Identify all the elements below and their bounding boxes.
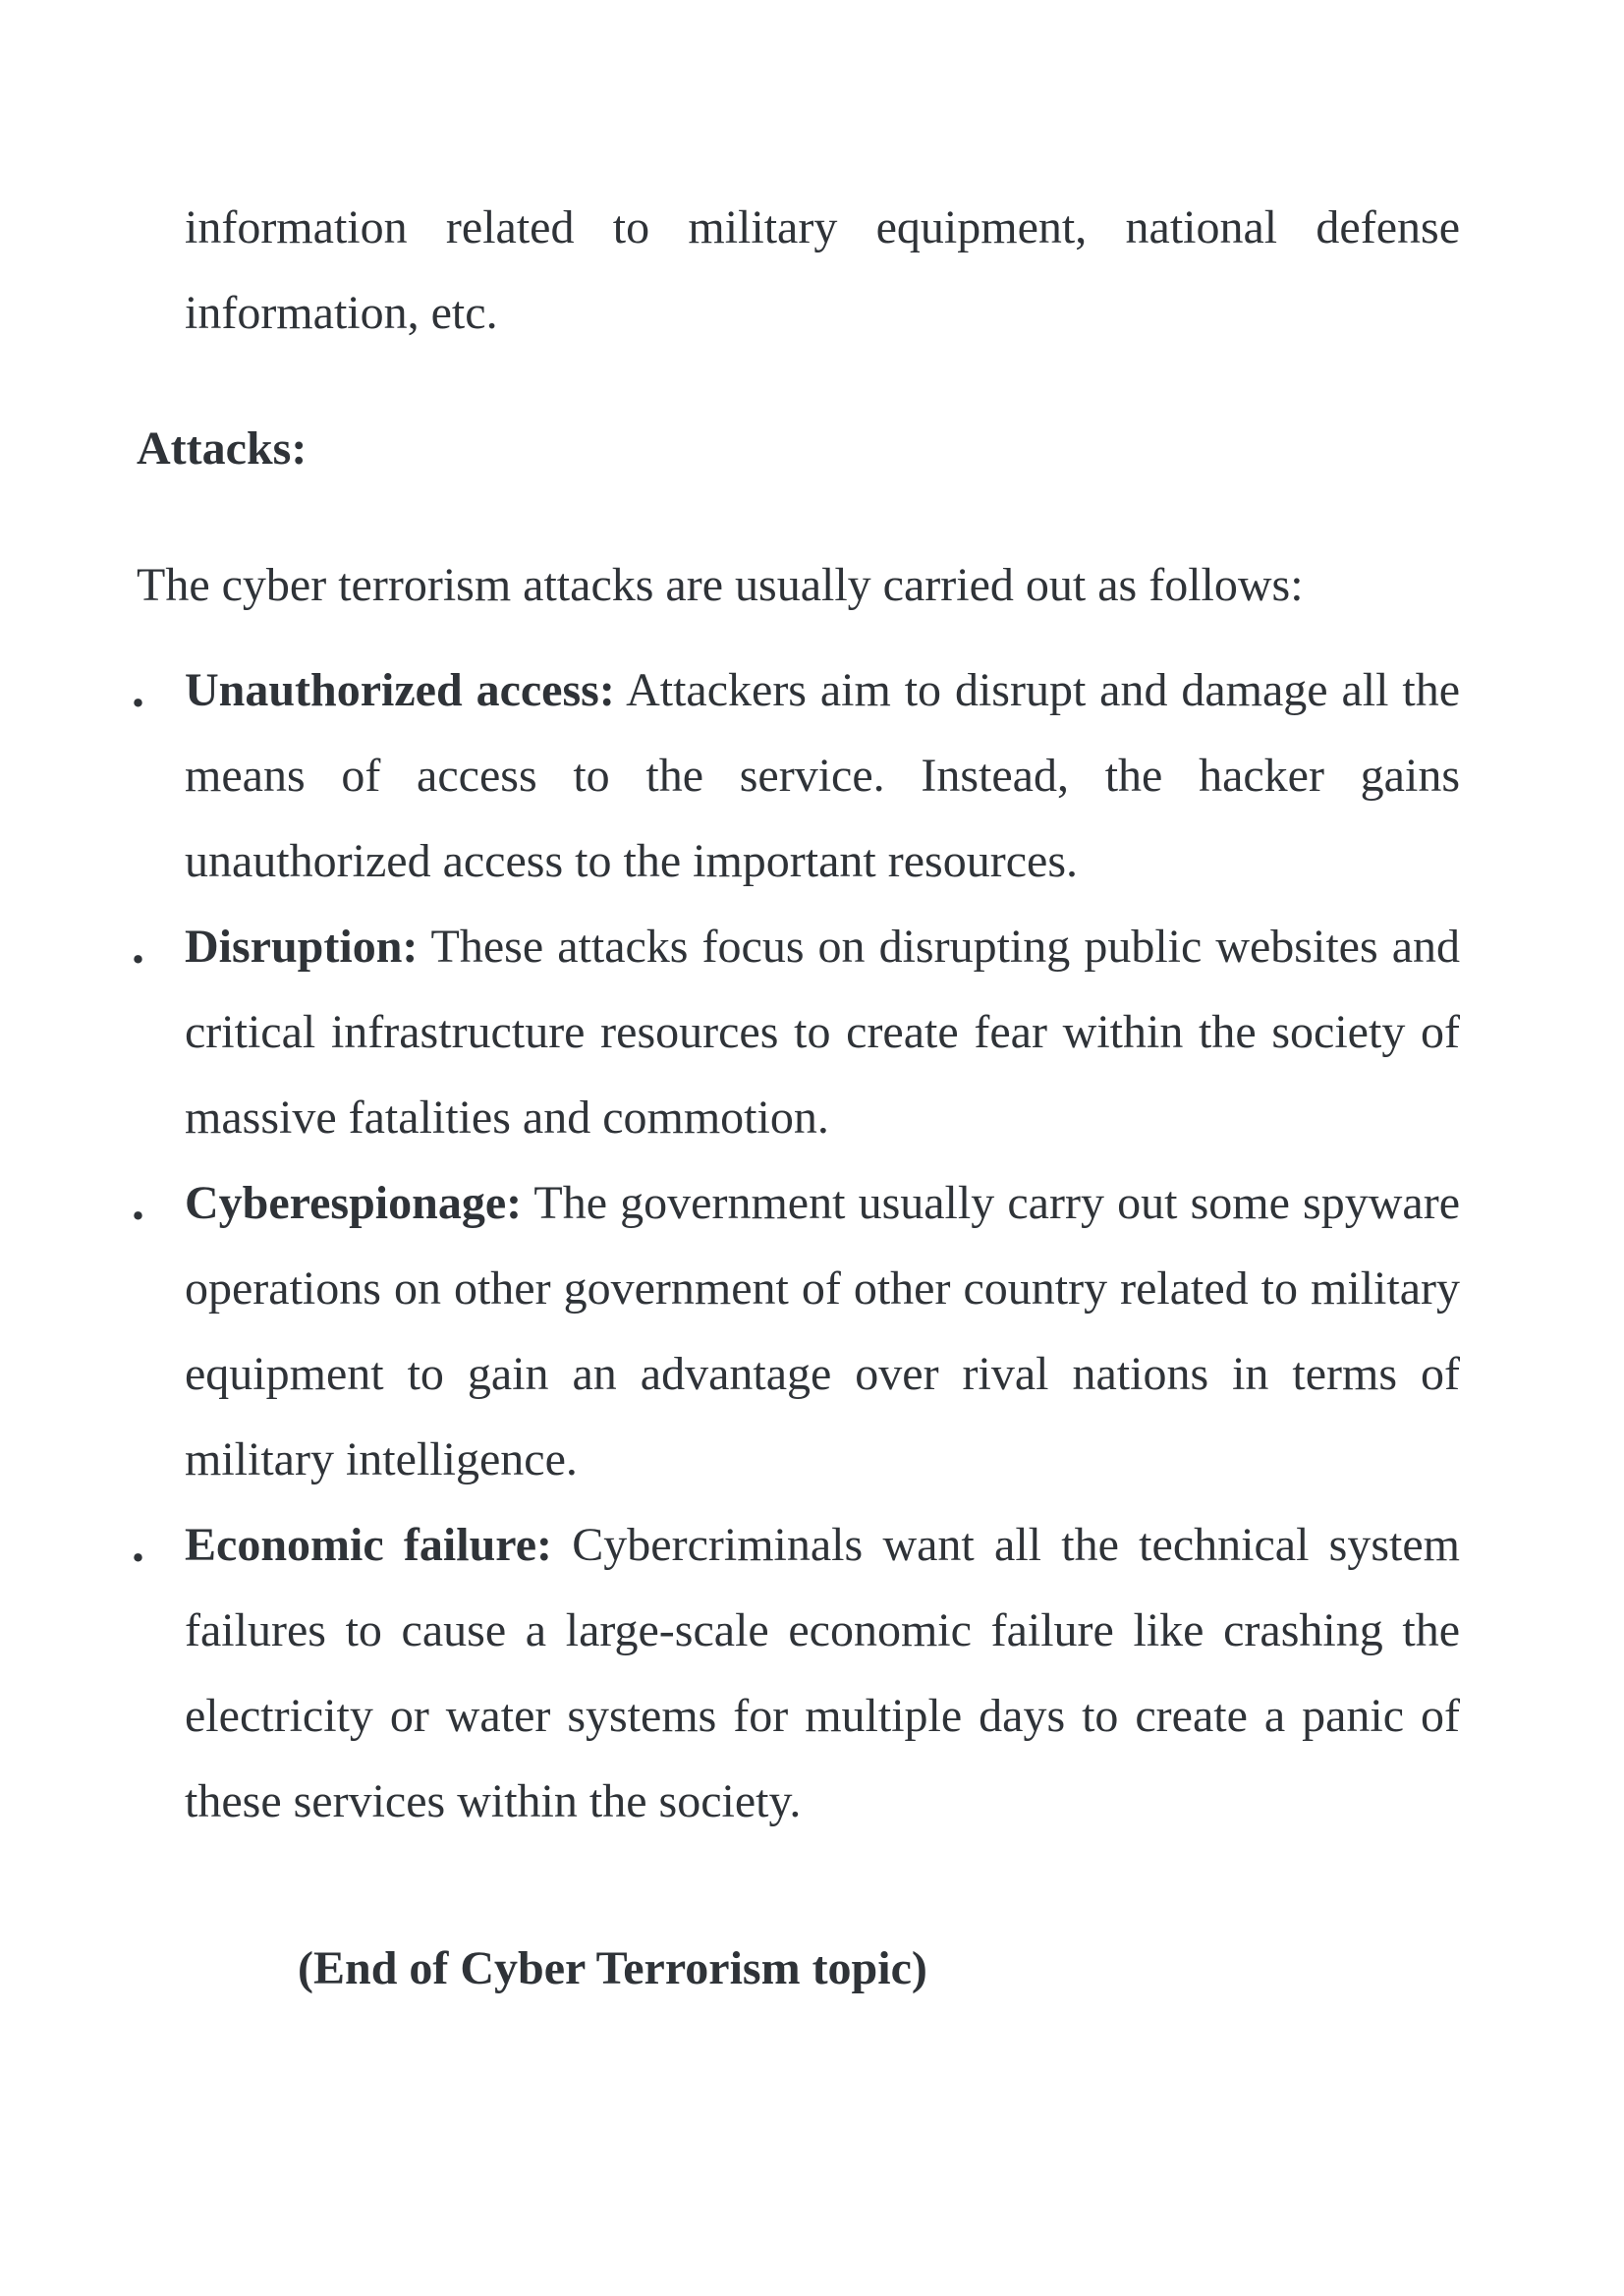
list-item-text: These attacks focus on disrupting public websites and critical infrastructure resources to create fear within the society of massive fatalities and commotion. [185, 921, 1460, 1144]
list-item-text: The government usually carry out some spyware operations on other government of other country related to military equipment to gain an advantage over rival nations in terms of military intelligence. [185, 1177, 1460, 1485]
list-item-term: Cyberespionage: [185, 1177, 523, 1229]
section-heading: Attacks: [137, 422, 308, 475]
list-item-text: Attackers aim to disrupt and damage all the means of access to the service. Instead, the hacker gains unauthorized access to the important resources. [185, 664, 1460, 887]
bullet-icon: . [132, 919, 144, 975]
closing-note: (End of Cyber Terrorism topic) [298, 1942, 927, 1994]
continuation-paragraph: information related to military equipment, national defense information, etc. [185, 201, 1460, 339]
bullet-icon: . [132, 1517, 144, 1573]
list-item [132, 1502, 1461, 1844]
list-item-term: Unauthorized access: [185, 664, 615, 716]
list-item [132, 1160, 1460, 1502]
list-item [132, 647, 1460, 904]
bullet-icon: . [132, 662, 144, 718]
list-item-term: Disruption: [185, 921, 419, 973]
bullet-icon: . [132, 1175, 144, 1231]
intro-paragraph: The cyber terrorism attacks are usually carried out as follows: [137, 559, 1304, 611]
list-item-text: Cybercriminals want all the technical system failures to cause a large-scale economic failure like crashing the electricity or water systems for multiple days to create a panic of these services within the society. [185, 1519, 1461, 1827]
list-item [132, 904, 1460, 1160]
list-item-term: Economic failure: [185, 1519, 552, 1571]
